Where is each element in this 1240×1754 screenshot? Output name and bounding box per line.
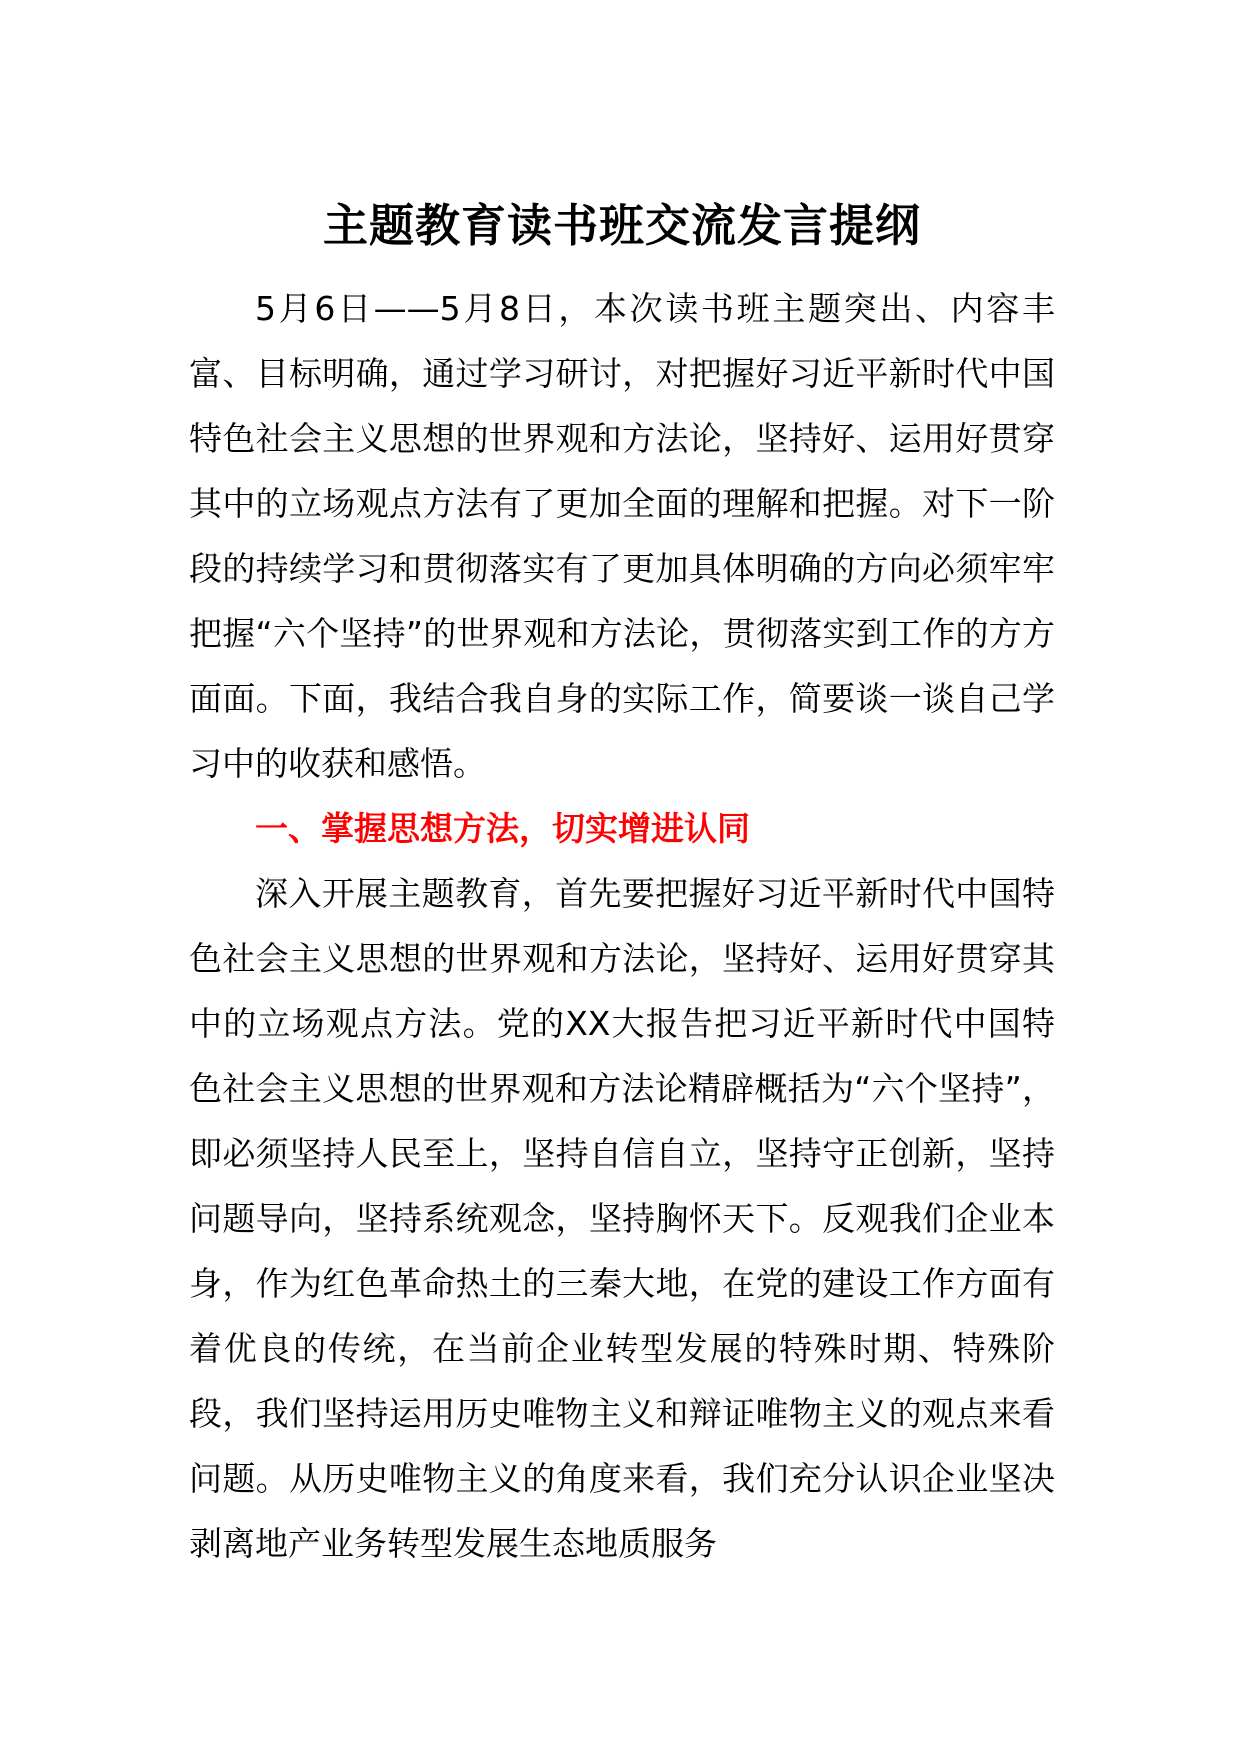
section-paragraph: 深入开展主题教育，首先要把握好习近平新时代中国特色社会主义思想的世界观和方法论，坚持好、运用好贯穿其中的立场观点方法。党的XX大报告把习近平新时代中国特色社会主义思想的世界观和方法论精辟概括为“六个坚持”，即必须坚持人民至上，坚持自信自立，坚持守正创新，坚持问题导向，坚持系统观念，坚持胸怀天下。反观我们企业本身，作为红色革命热土的三秦大地，在党的建设工作方面有着优良的传统，在当前企业转型发展的特殊时期、特殊阶段，我们坚持运用历史唯物主义和辩证唯物主义的观点来看问题。从历史唯物主义的角度来看，我们充分认识企业坚决剥离地产业务转型发展生态地质服务 xyxy=(189,874,1055,1563)
document-body xyxy=(189,196,1055,1576)
section-heading: 一、掌握思想方法，切实增进认同 xyxy=(255,809,750,848)
document-title: 主题教育读书班交流发言提纲 xyxy=(322,199,921,252)
intro-paragraph: 5月6日——5月8日，本次读书班主题突出、内容丰富、目标明确，通过学习研讨，对把握好习近平新时代中国特色社会主义思想的世界观和方法论，坚持好、运用好贯穿其中的立场观点方法有了更加全面的理解和把握。对下一阶段的持续学习和贯彻落实有了更加具体明确的方向必须牢牢把握“六个坚持”的世界观和方法论，贯彻落实到工作的方方面面。下面，我结合我自身的实际工作，简要谈一谈自己学习中的收获和感悟。 xyxy=(189,289,1055,783)
